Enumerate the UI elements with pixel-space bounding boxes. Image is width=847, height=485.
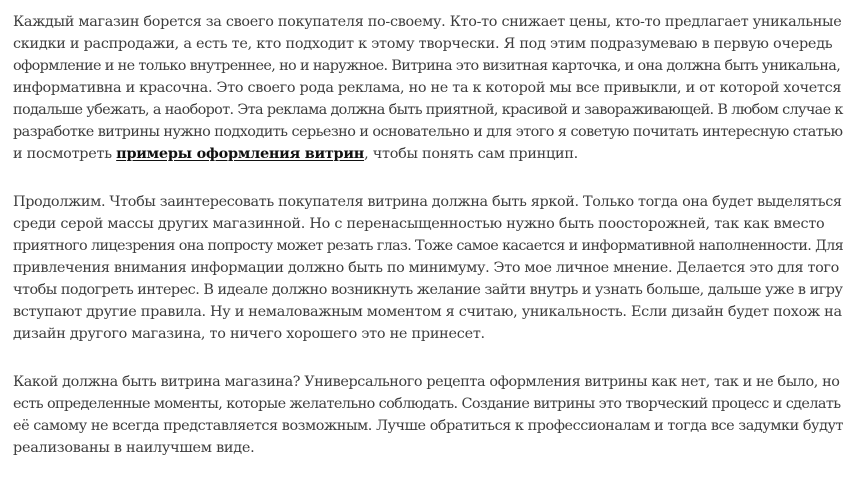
text-line: вступают другие правила. Ну и немаловажным моментом я считаю, уникальность. Если дизайн будет похож на xyxy=(13,304,842,320)
text-line: приятного лицезрения она попросту может резать глаз. Тоже самое касается и информативной наполненности. Для xyxy=(13,238,844,254)
text-line: привлечения внимания информации должно быть по минимуму. Это мое личное мнение. Делается это для того xyxy=(13,260,839,276)
article-body xyxy=(13,11,843,485)
text-line: среди серой массы других магазинной. Но с перенасыщенностью нужно быть поосторожней, так как вместо xyxy=(13,216,825,232)
text-line: её самому не всегда представляется возможным. Лучше обратиться к профессионалам и тогда все задумки будут xyxy=(13,418,844,434)
text-line: подальше убежать, а наоборот. Эта реклама должна быть приятной, красивой и завораживающей. В любом случае к xyxy=(13,102,843,118)
text-line: реализованы в наилучшем виде. xyxy=(13,440,255,456)
paragraph-intro xyxy=(13,11,843,165)
text-segment: , чтобы понять сам принцип. xyxy=(364,146,579,162)
text-line: информативна и красочна. Это своего рода реклама, но не та к которой мы все привыкли, и от которой хочется xyxy=(13,80,842,96)
text-segment: и посмотреть xyxy=(13,146,117,162)
paragraph-question xyxy=(13,371,843,459)
text-line: разработке витрины нужно подходить серьезно и основательно и для этого я советую почитать интересную статью xyxy=(13,124,843,140)
paragraph-continue xyxy=(13,191,843,345)
text-line: Какой должна быть витрина магазина? Универсального рецепта оформления витрины как нет, так и не было, но xyxy=(13,374,840,390)
text-line: скидки и распродажи, а есть те, кто подходит к этому творчески. Я под этим подразумеваю в первую очередь xyxy=(13,36,833,52)
text-line: оформление и не только внутреннее, но и наружное. Витрина это визитная карточка, и она должна быть уникальна, xyxy=(13,58,841,74)
text-line-with-link xyxy=(13,143,843,165)
showcase-examples-link[interactable]: примеры оформления витрин xyxy=(116,145,365,162)
text-line: есть определенные моменты, которые желательно соблюдать. Создание витрины это творческий процесс и сделать xyxy=(13,396,841,412)
text-line: чтобы подогреть интерес. В идеале должно возникнуть желание зайти внутрь и узнать больше, дальше уже в игру xyxy=(13,282,843,298)
text-line: Продолжим. Чтобы заинтересовать покупателя витрина должна быть яркой. Только тогда она будет выделяться xyxy=(13,194,842,210)
text-line: Каждый магазин борется за своего покупателя по-своему. Кто-то снижает цены, кто-то предлагает уникальные xyxy=(13,14,842,30)
text-line: дизайн другого магазина, то ничего хорошего это не принесет. xyxy=(13,326,485,342)
